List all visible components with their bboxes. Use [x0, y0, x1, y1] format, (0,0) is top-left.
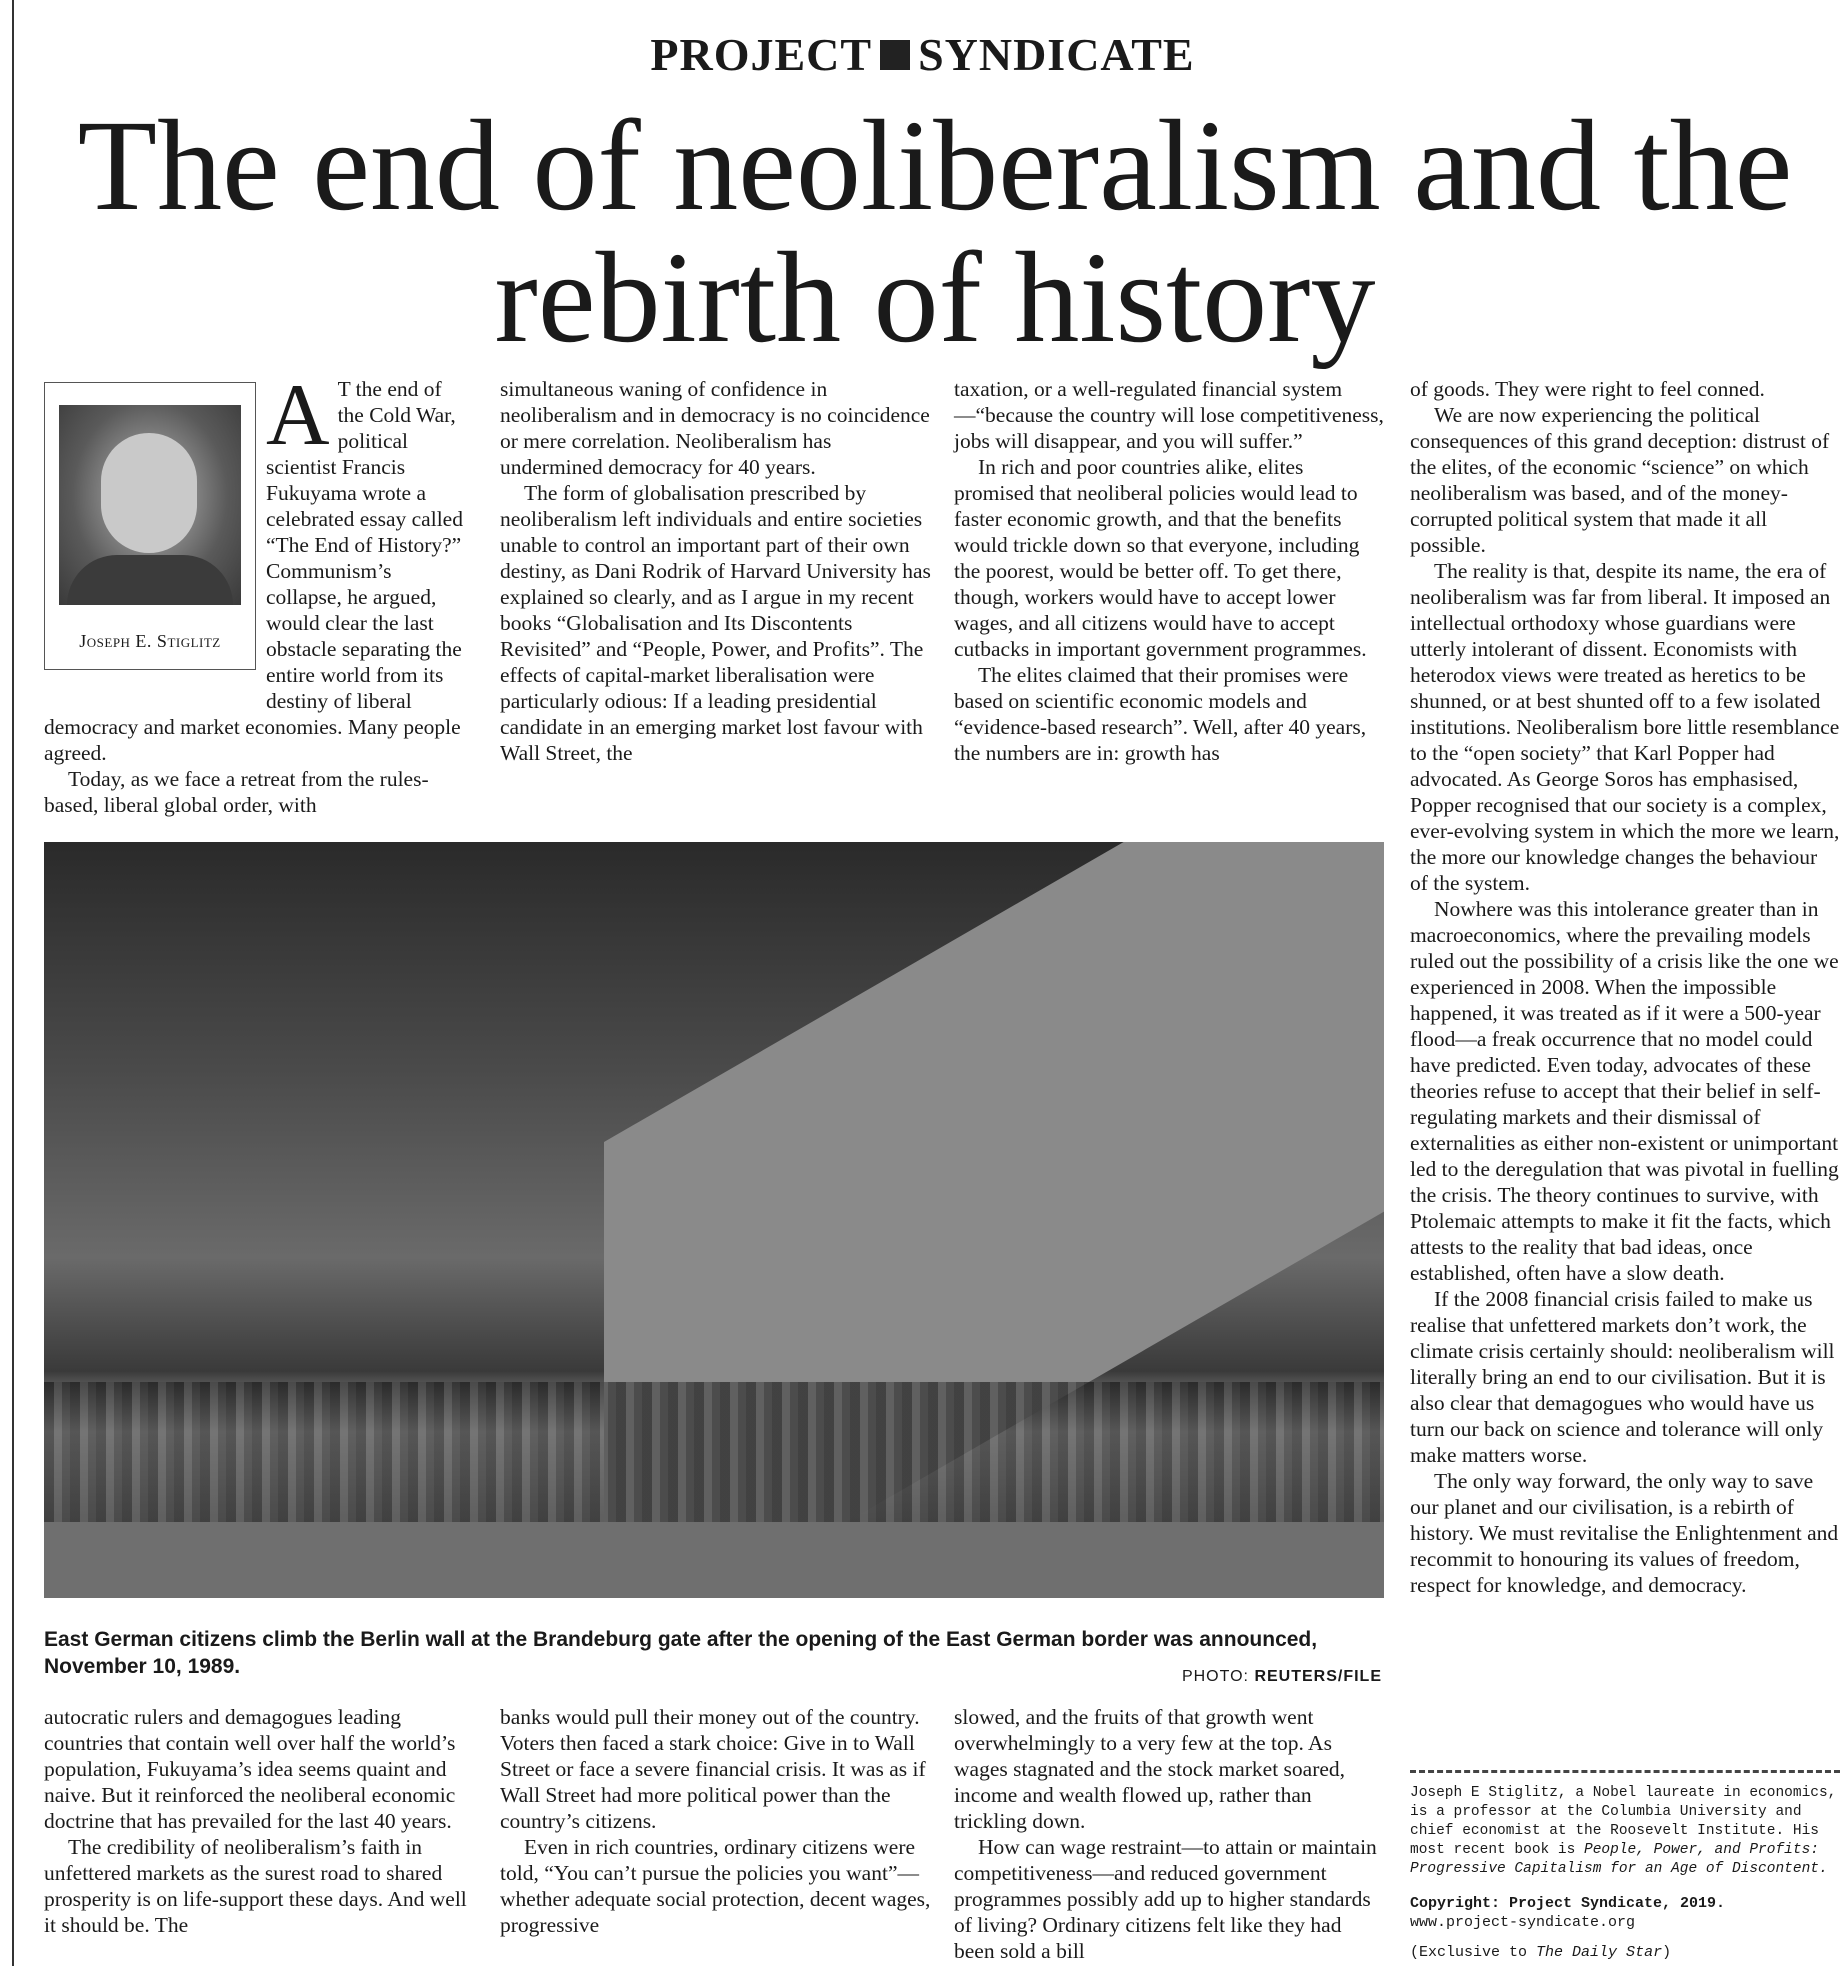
bio-text: Joseph E Stiglitz, a Nobel laureate in economics, is a professor at the Columbia University and chief economist at the Roosevelt Institute. His most recent book is	[1410, 1785, 1837, 1858]
article-column-4	[1410, 376, 1840, 1598]
bottom-column-1-paragraph-1: autocratic rulers and demagogues leading countries that contain well over half the world’s population, Fukuyama’s idea seems quaint and naive. But it reinforced the neoliberal economic doctrine that has prevailed for the last 40 years.	[44, 1705, 456, 1833]
bio-divider	[1410, 1770, 1840, 1773]
exclusive-note: (Exclusive to The Daily Star)	[1410, 1944, 1672, 1961]
bottom-column-1-paragraph-2: The credibility of neoliberalism’s faith in unfettered markets as the surest road to shared prosperity is on life-support these days. And well it should be. The	[44, 1835, 467, 1937]
syndicate-logo-icon	[880, 40, 910, 70]
portrait-spacer	[44, 376, 266, 694]
berlin-wall-photo	[44, 842, 1384, 1598]
column-4-paragraph-2: We are now experiencing the political consequences of this grand deception: distrust of the elites, of the economic “science” on which neoliberalism was based, and of the money-corrupted political system that made it all possible.	[1410, 403, 1830, 557]
column-4-paragraph-3: The reality is that, despite its name, the era of neoliberalism was far from liberal. It imposed an intellectual orthodoxy whose guardians were utterly intolerant of dissent. Economists with heterodox views were treated as heretics to be shunned, or at best shunted off to a few isolated institutions. Neoliberalism bore little resemblance to the “open society” that Karl Popper had advocated. As George Soros has emphasised, Popper recognised that our society is a complex, ever-evolving system in which the more we learn, the more our knowledge changes the behaviour of the system.	[1410, 559, 1840, 895]
column-4-paragraph-5: If the 2008 financial crisis failed to make us realise that unfettered markets don’t work, the climate crisis certainly should: neoliberalism will literally bring an end to our civilisation. But it is also clear that demagogues who would have us turn our back on science and tolerance will only make matters worse.	[1410, 1287, 1835, 1467]
exclusive-paper-name: The Daily Star	[1536, 1944, 1663, 1961]
masthead-right: SYNDICATE	[918, 29, 1195, 80]
masthead	[0, 28, 1845, 81]
photo-caption: East German citizens climb the Berlin wall at the Brandeburg gate after the opening of the East German border was announced, November 10, 1989.	[44, 1628, 1318, 1678]
headline	[40, 94, 1830, 370]
crowd-shape	[44, 1382, 1384, 1522]
column-1-paragraph-2: Today, as we face a retreat from the rules-based, liberal global order, with	[44, 767, 429, 817]
author-caption: Joseph E. Stiglitz	[79, 631, 221, 651]
bottom-column-3-paragraph-2: How can wage restraint—to attain or maintain competitiveness—and reduced government programmes possibly add up to higher standards of living? Ordinary citizens felt like they had been sold a bill	[954, 1835, 1377, 1963]
ground-shape	[44, 1522, 1384, 1598]
bio-book-title: People, Power, and Profits: Progressive Capitalism for an Age of Discontent.	[1410, 1842, 1828, 1877]
column-1-paragraph-1: A T the end of the Cold War, political scientist Francis Fukuyama wrote a celebrated essay called “The End of History?” Communism’s collapse, he argued, would clear the last obstacle separating the entire world from its destiny of liberal democracy and market economies. Many people agreed.	[44, 367, 463, 765]
masthead-left: PROJECT	[650, 29, 873, 80]
headline-line1: The end of neoliberalism and the	[77, 94, 1793, 238]
column-3-paragraph-3: The elites claimed that their promises were based on scientific economic models and “evidence-based research”. Well, after 40 years, the numbers are in: growth has	[954, 663, 1367, 765]
bottom-column-2-paragraph-2: Even in rich countries, ordinary citizens were told, “You can’t pursue the policies you want”—whether adequate social protection, decent wages, progressive	[500, 1835, 931, 1937]
photo-credit-source: REUTERS/FILE	[1254, 1668, 1382, 1685]
column-3-paragraph-2: In rich and poor countries alike, elites promised that neoliberal policies would lead to faster economic growth, and that the benefits would trickle down so that everyone, including the poorest, would be better off. To get there, though, workers would have to accept lower wages, and all citizens would have to accept cutbacks in important government programmes.	[954, 455, 1367, 661]
bottom-column-2-paragraph-1: banks would pull their money out of the country. Voters then faced a stark choice: Give in to Wall Street or face a severe financial crisis. It was as if Wall Street had more political power than the country’s citizens.	[500, 1705, 926, 1833]
photo-credit-label: PHOTO:	[1181, 1668, 1249, 1685]
syndicate-url: www.project-syndicate.org	[1410, 1914, 1636, 1931]
article-column-3	[954, 376, 1386, 766]
author-bio	[1410, 1784, 1840, 1879]
column-4-paragraph-6: The only way forward, the only way to save our planet and our civilisation, is a rebirth of history. We must revitalise the Enlightenment and recommit to honouring its values of freedom, respect for knowledge, and democracy.	[1410, 1469, 1839, 1597]
left-border-rule	[12, 0, 14, 1966]
bottom-column-2	[500, 1704, 932, 1938]
bottom-column-3-paragraph-1: slowed, and the fruits of that growth went overwhelmingly to a very few at the top. As wages stagnated and the stock market soared, income and wealth flowed up, rather than trickling down.	[954, 1705, 1346, 1833]
copyright-notice: Copyright: Project Syndicate, 2019.	[1410, 1895, 1726, 1912]
column-4-paragraph-4: Nowhere was this intolerance greater than in macroeconomics, where the prevailing models ruled out the possibility of a crisis like the one we experienced in 2008. When the impossible happened, it was treated as if it were a 500-year flood—a freak occurrence that no model could have predicted. Even today, advocates of these theories refuse to accept that their belief in self-regulating markets and their dismissal of externalities as either non-existent or unimportant led to the deregulation that was pivotal in fuelling the crisis. The theory continues to survive, with Ptolemaic attempts to make it fit the facts, which attests to the reality that bad ideas, once established, often have a slow death.	[1410, 897, 1839, 1285]
column-2-paragraph-2: The form of globalisation prescribed by neoliberalism left individuals and entire societies unable to control an important part of their own destiny, as Dani Rodrik of Harvard University has explained so clearly, and as I argue in my recent books “Globalisation and Its Discontents Revisited” and “People, Power, and Profits”. The effects of capital-market liberalisation were particularly odious: If a leading presidential candidate in an emerging market lost favour with Wall Street, the	[500, 481, 931, 765]
copyright-block	[1410, 1894, 1840, 1932]
headline-line2: rebirth of history	[494, 226, 1376, 370]
article-column-1	[44, 367, 472, 818]
column-4-paragraph-1: of goods. They were right to feel conned.	[1410, 377, 1765, 401]
bottom-column-1	[44, 1704, 472, 1938]
column-3-paragraph-1: taxation, or a well-regulated financial system—“because the country will lose competitiveness, jobs will disappear, and you will suffer.”	[954, 377, 1384, 453]
column-2-paragraph-1: simultaneous waning of confidence in neoliberalism and in democracy is no coincidence or mere correlation. Neoliberalism has undermined democracy for 40 years.	[500, 377, 930, 479]
drop-cap: A	[266, 367, 330, 464]
photo-credit	[1100, 1668, 1382, 1686]
article-column-2	[500, 376, 932, 766]
bottom-column-3	[954, 1704, 1386, 1964]
